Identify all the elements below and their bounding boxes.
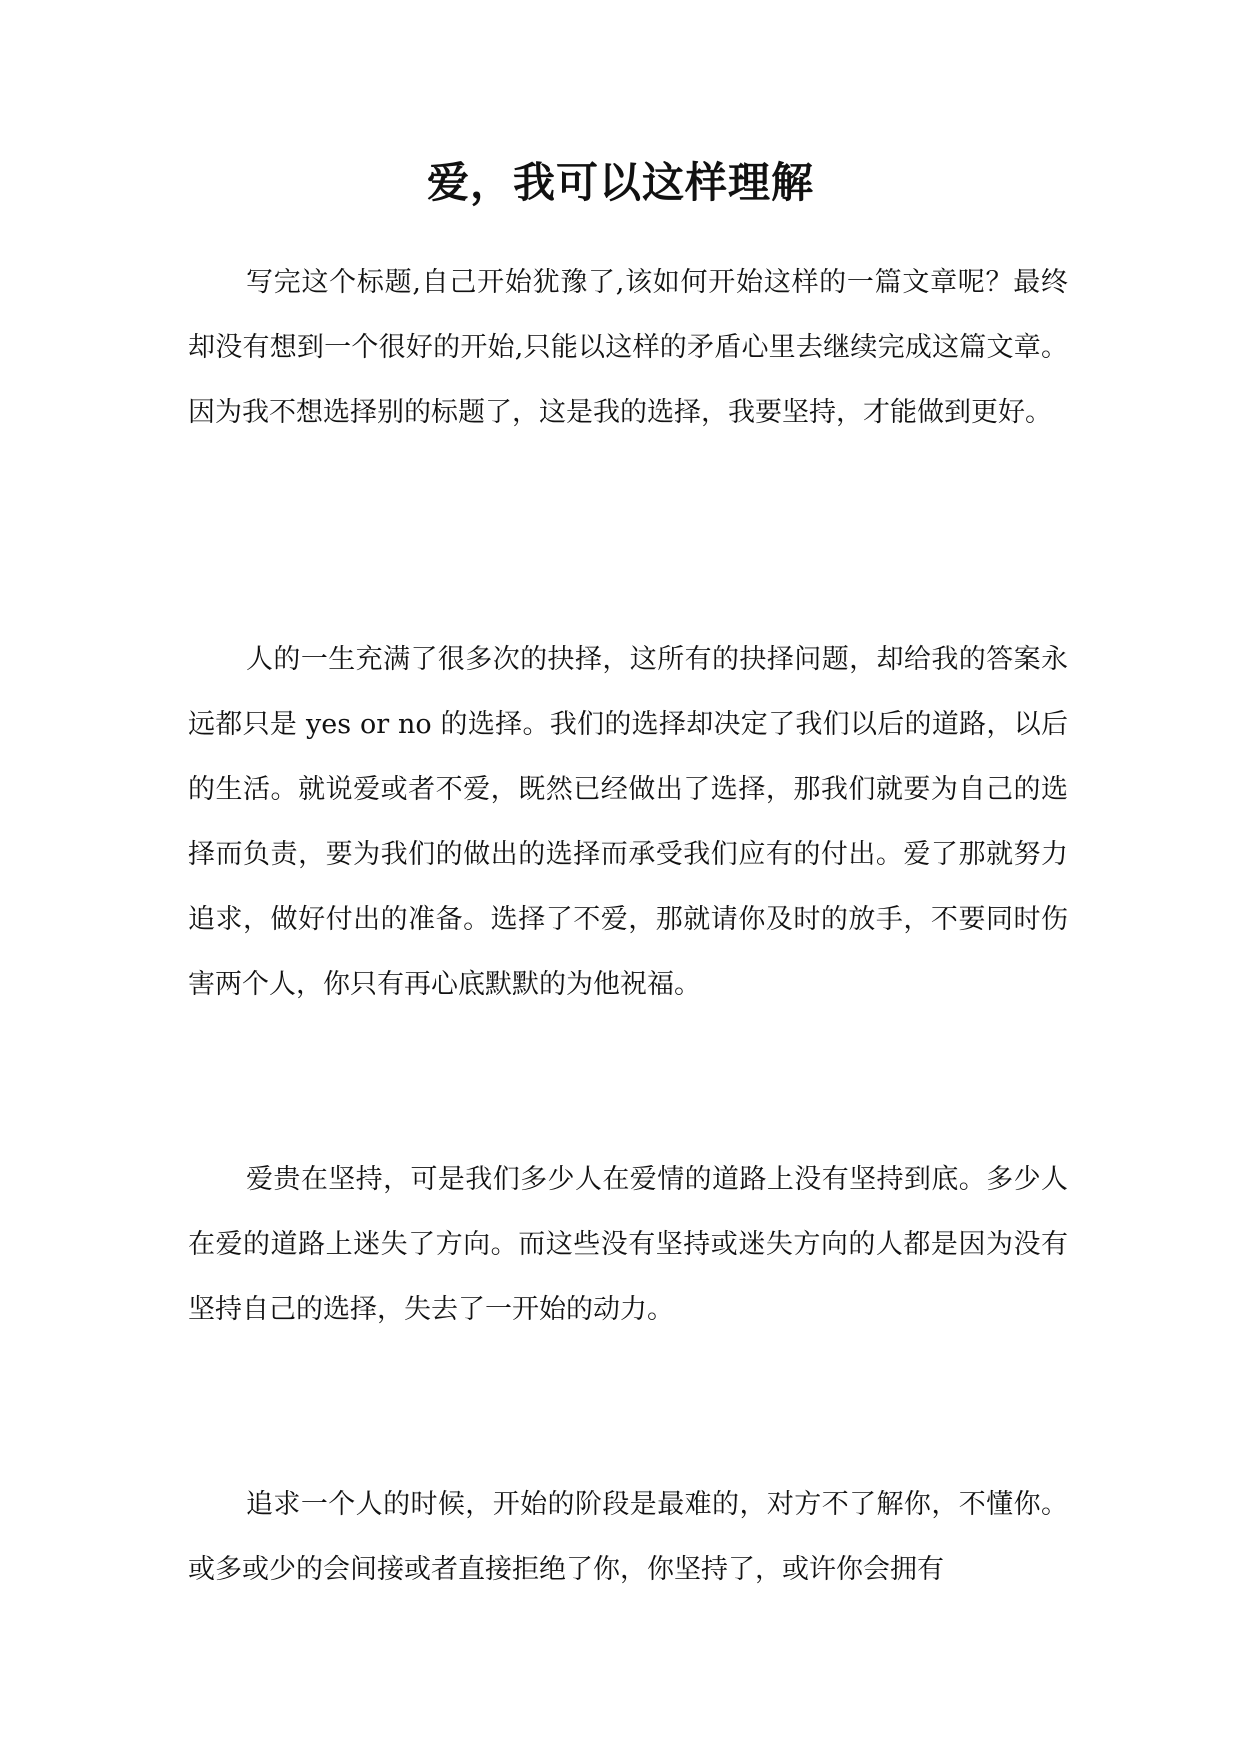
paragraph-3: 爱贵在坚持，可是我们多少人在爱情的道路上没有坚持到底。多少人在爱的道路上迷失了方向。而这些没有坚持或迷失方向的人都是因为没有坚持自己的选择，失去了一开始的动力。 [188,1164,1068,1325]
paragraph-4: 追求一个人的时候，开始的阶段是最难的，对方不了解你，不懂你。或多或少的会间接或者直接拒绝了你，你坚持了，或许你会拥有 [188,1489,1068,1585]
document-title: 爱，我可以这样理解 [426,158,814,207]
paragraph-2: 人的一生充满了很多次的抉择，这所有的抉择问题，却给我的答案永远都只是 yes or no 的选择。我们的选择却决定了我们以后的道路，以后的生活。就说爱或者不爱，既然已经做出了选择，那我们就要为自己的选择而负责，要为我们的做出的选择而承受我们应有的付出。爱了那就努力追求，做好付出的准备。选择了不爱，那就请你及时的放手，不要同时伤害两个人，你只有再心底默默的为他祝福。 [188,644,1068,1000]
paragraph-1: 写完这个标题,自己开始犹豫了,该如何开始这样的一篇文章呢？最终却没有想到一个很好的开始,只能以这样的矛盾心里去继续完成这篇文章。因为我不想选择别的标题了，这是我的选择，我要坚持，才能做到更好。 [188,267,1068,428]
